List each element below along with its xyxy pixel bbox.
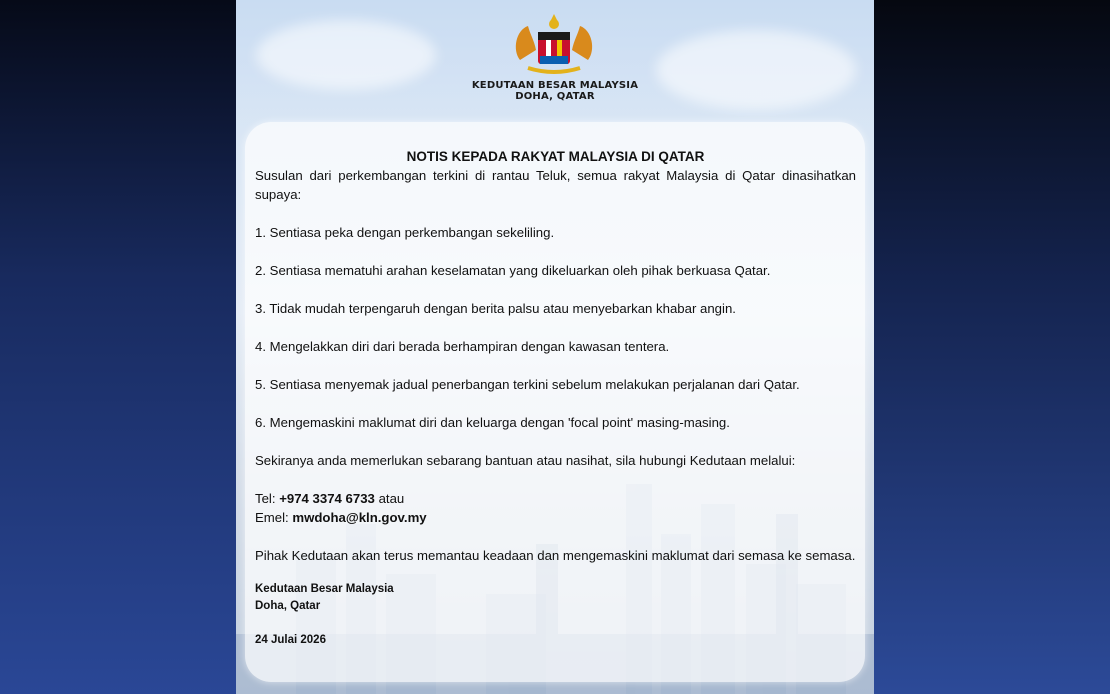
email-address[interactable]: mwdoha@kln.gov.my [292, 510, 427, 525]
phone-label: Tel: [255, 491, 280, 506]
phone-suffix: atau [374, 491, 405, 506]
notice-title: NOTIS KEPADA RAKYAT MALAYSIA DI QATAR [406, 149, 705, 164]
contact-phone [255, 489, 856, 508]
notice-date: 24 Julai 2026 [255, 634, 326, 646]
assistance-text: Sekiranya anda memerlukan sebarang bantuan atau nasihat, sila hubungi Kedutaan melalui: [255, 453, 796, 468]
embassy-name [236, 80, 874, 102]
advice-item-5: 5. Sentiasa menyemak jadual penerbangan terkini sebelum melakukan perjalanan dari Qatar. [255, 377, 800, 392]
advice-item-4: 4. Mengelakkan diri dari berada berhampiran dengan kawasan tentera. [255, 339, 670, 354]
closing-text: Pihak Kedutaan akan terus memantau keadaan dan mengemaskini maklumat dari semasa ke semasa. [255, 548, 856, 563]
notice-content [255, 148, 856, 650]
advice-item-1: 1. Sentiasa peka dengan perkembangan sekeliling. [255, 225, 555, 240]
signature-line2: Doha, Qatar [255, 600, 321, 612]
contact-email [255, 508, 856, 527]
embassy-name-line2: DOHA, QATAR [515, 91, 595, 102]
email-label: Emel: [255, 510, 293, 525]
advice-item-6: 6. Mengemaskini maklumat diri dan keluarga dengan 'focal point' masing-masing. [255, 415, 730, 430]
background-right [874, 0, 1110, 694]
embassy-name-line1: KEDUTAAN BESAR MALAYSIA [471, 80, 639, 91]
background-left [0, 0, 236, 694]
malaysia-coat-of-arms-icon [506, 10, 602, 76]
phone-number[interactable]: +974 3374 6733 [279, 491, 375, 506]
signature-line1: Kedutaan Besar Malaysia [255, 583, 394, 595]
notice-intro: Susulan dari perkembangan terkini di rantau Teluk, semua rakyat Malaysia di Qatar dinasihatkan supaya: [255, 168, 856, 202]
advice-item-3: 3. Tidak mudah terpengaruh dengan berita palsu atau menyebarkan khabar angin. [255, 301, 736, 316]
advice-item-2: 2. Sentiasa mematuhi arahan keselamatan yang dikeluarkan oleh pihak berkuasa Qatar. [255, 263, 771, 278]
notice-poster [236, 0, 874, 694]
